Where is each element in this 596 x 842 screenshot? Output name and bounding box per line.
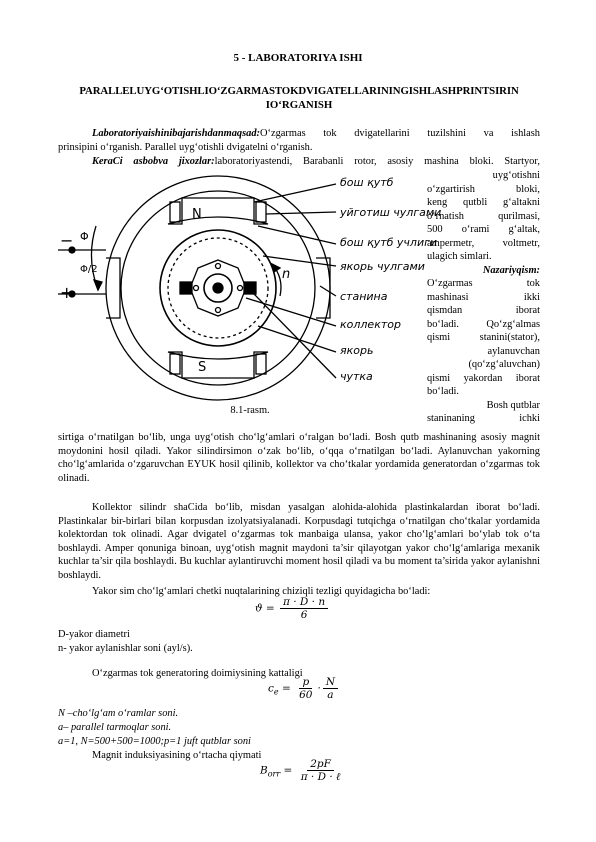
formula-num1: p	[299, 676, 312, 689]
half-flux-symbol: Φ/2	[80, 264, 98, 275]
label-field-winding: уйготиш чулгами	[340, 206, 442, 219]
flux-symbol: Φ	[80, 230, 89, 243]
side-line: staninaning ichki	[427, 413, 540, 425]
label-armature: якорь	[340, 344, 374, 357]
field-coil-icon	[170, 202, 180, 222]
side-line: qismdan iborat	[427, 305, 540, 317]
def-speed: n- yakor aylanishlar soni (ayl/s).	[58, 643, 193, 654]
label-armature-winding: якорь чулгами	[340, 260, 425, 273]
side-line: o‘rnatish qurilmasi,	[427, 210, 540, 222]
formula-denominator: π · D · ℓ	[300, 771, 341, 784]
side-line: o‘zgartirish bloki,	[427, 183, 540, 195]
brush-icon	[244, 282, 256, 294]
side-line: uyg‘otishni	[492, 170, 540, 181]
side-line: ampermetr, voltmetr,	[427, 237, 540, 249]
side-line: 500 o‘rami g‘altak,	[427, 224, 540, 236]
label-pole-tip: бош қутб учлиги	[340, 236, 438, 249]
label-main-pole: бош қутб	[340, 176, 394, 189]
theory-label: Nazariyqism:	[482, 264, 540, 276]
field-coil-icon	[256, 202, 266, 222]
formula-induction	[260, 758, 345, 783]
side-line: mashinasi ikki	[427, 291, 540, 303]
formula-num2: N	[323, 676, 338, 689]
formula-ce	[268, 676, 340, 701]
purpose-text1: O‘zgarmas tok dvigatellarini tuzilshini va ishlash	[260, 128, 540, 139]
ce-intro: O‘zgarmas tok generatoring doimiysining kattaligi	[92, 668, 303, 679]
side-line: ulagich simlari.	[427, 251, 492, 263]
lab-title: 5 - LABORATORIYA ISHI	[233, 52, 363, 64]
induction-intro: Magnit induksiyasining o‘rtacha qiymati	[92, 750, 262, 761]
formula-velocity	[255, 596, 330, 621]
def-windings: N –cho‘lg‘am o‘ramlar soni.	[58, 708, 179, 719]
minus-terminal: −	[60, 231, 74, 250]
side-line: O‘zgarmas tok	[427, 278, 540, 290]
purpose-label: Laboratoriyaishinibajarishdanmaqsad:	[92, 128, 261, 139]
formula-numerator: 2pF	[307, 758, 334, 771]
rotation-symbol: n	[282, 267, 291, 282]
formula-eq: =	[281, 682, 291, 695]
main-title-line2: IO‘RGANISH	[265, 99, 333, 111]
theory-paragraph-1: sirtiga o‘rnatilgan bo‘lib, unga uyg‘otish cho‘lg‘amlari o‘ralgan bo‘ladi. Bosh qutb mashinaning asosiy magnit moydonini hosil qiladi. Yakor silindirsimon o‘zak bo‘lib, o‘qqa o‘rnatilgan bo‘ladi. Aylanuvchan yakorning cho‘lg‘amlarida o‘zgaruvchan EYUK hosil qilinib, kollektor va cho‘tkalar yordamida generatordan o‘zgarmas tok olinadi.	[58, 432, 540, 484]
pole-s-symbol: S	[198, 360, 207, 375]
formula-dot: ·	[317, 682, 321, 695]
def-diameter: D-yakor diametri	[58, 629, 130, 640]
formula-den1: 60	[299, 689, 313, 702]
formula-sub: orr	[267, 769, 281, 779]
brush-icon	[180, 282, 192, 294]
main-title-line1: PARALLELUYG‘OTISHLIO‘ZGARMASTOKDVIGATELLARININGISHLASHPRINTSIRIN	[79, 85, 519, 97]
field-coil-icon	[170, 354, 180, 374]
formula-lhs: ϑ =	[255, 602, 275, 615]
purpose-line1	[58, 127, 540, 141]
figure-caption: 8.1-rasm.	[230, 405, 270, 416]
equipment-label: KeraCi asbobva jixozlar:	[92, 156, 215, 167]
side-line: aylanuvchan	[487, 345, 540, 357]
pole-top	[168, 198, 268, 224]
label-brush: чутка	[340, 370, 373, 383]
shaft-center	[213, 283, 223, 293]
label-stator: станина	[340, 290, 388, 303]
formula-eq: =	[283, 764, 293, 777]
def-values: a=1, N=500+500=1000;p=1 juft qutblar soni	[58, 736, 251, 747]
formula-den2: a	[327, 689, 334, 702]
side-line: qismi yakordan iborat	[427, 372, 540, 384]
theory-paragraph-3: Yakor sim cho‘lg‘amlari chetki nuqtalarining chiziqli tezligi quyidagicha bo‘ladi:	[92, 586, 431, 597]
theory-paragraph-2: Kollektor silindr shaCida bo‘lib, misdan yasalgan alohida-alohida plastinkalardan iborat bo‘ladi. Plastinkalar bir-birlari bilan korpusdan izolyatsiyalanadi. Korpusdagi tutqichga o‘rnatilgan cho‘tkalar yordamida kolektordan tok olinadi. Agar dvigatel o‘zgarmas tok manbaiga ulansa, yakor cho‘lg‘amlari bo‘ylab tok o‘ta boshlaydi. Amper qonuniga binoan, uyg‘otish magnit maydoni ta’sir qilayotgan yakor cho‘lg‘amlariga mexanik kuchlar ta’sir qila boshlaydi. Bu kuchlar aylantiruvchi moment hosil qiladi va bu moment ta’sirida yakor aylanishni boshlaydi.	[58, 502, 540, 581]
side-line: keng qutbli g‘altakni	[427, 197, 540, 209]
formula-denominator: 6	[300, 609, 308, 622]
formula-lhs: c	[268, 682, 274, 695]
pole-bottom	[168, 352, 268, 378]
side-line: (qo‘zg‘aluvchan)	[468, 359, 540, 371]
def-parallel: a– parallel tarmoqlar soni.	[58, 722, 172, 733]
side-line: qismi stanini(stator),	[427, 332, 540, 344]
side-column	[427, 169, 540, 426]
formula-numerator: π · D · n	[280, 596, 328, 609]
field-coil-icon	[256, 354, 266, 374]
side-line: bo‘ladi. Qo‘zg‘almas	[427, 318, 540, 330]
motor-diagram	[58, 166, 442, 410]
equipment-text: laboratoriyastendi, Barabanli rotor, asosiy mashina bloki. Startyor,	[214, 156, 540, 167]
formula-sub: e	[273, 687, 279, 697]
plus-terminal: +	[60, 283, 74, 302]
pole-n-symbol: N	[192, 207, 202, 222]
label-commutator: коллектор	[340, 318, 401, 331]
side-line: Bosh qutblar	[486, 399, 540, 411]
purpose-line2: prinsipini o‘rganish. Parallel uyg‘otishli dvigatelni o‘rganish.	[58, 142, 313, 153]
formula-lhs: B	[260, 764, 268, 777]
side-line: bo‘ladi.	[427, 386, 460, 398]
